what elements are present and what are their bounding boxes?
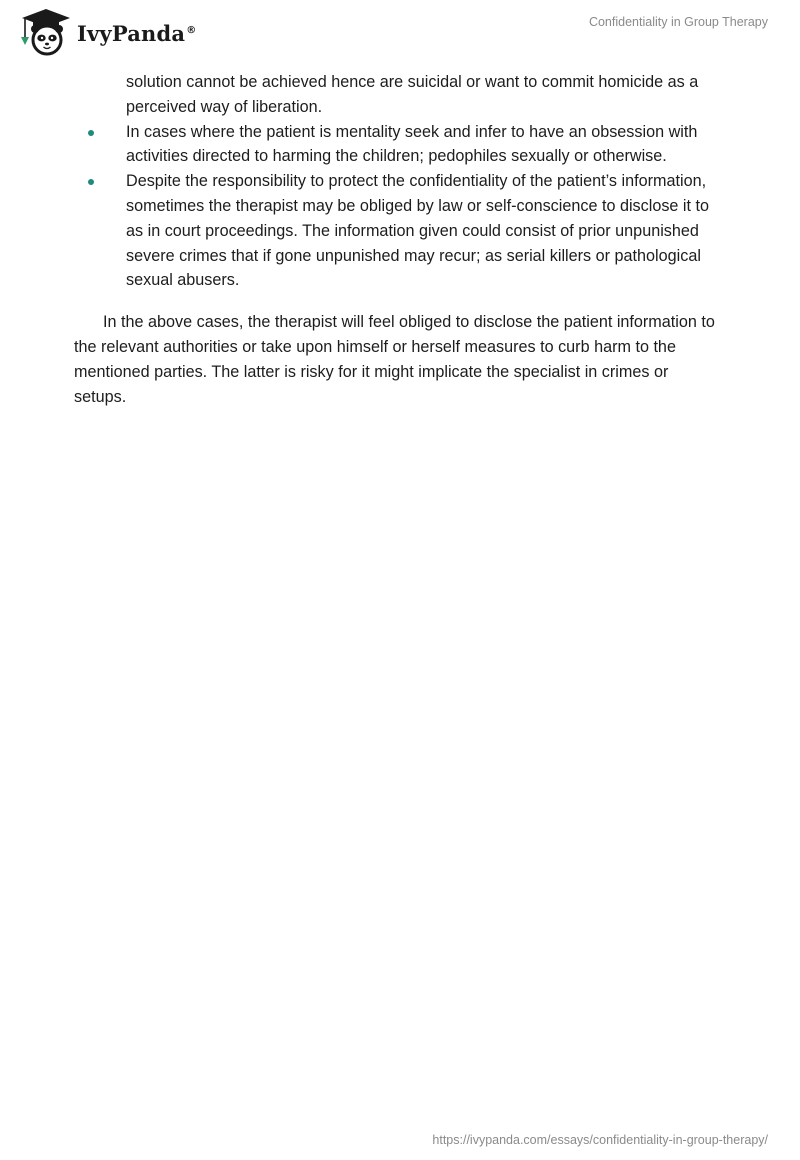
list-item-continued: solution cannot be achieved hence are suicidal or want to commit homicide as a perceived way of liberation.	[126, 73, 699, 116]
logo-wordmark: IvyPanda®	[77, 20, 197, 46]
body-paragraph: In the above cases, the therapist will feel obliged to disclose the patient information to the relevant authorities or take upon himself or herself measures to curb harm to the mentioned parties. The latter is risky for it might implicate the specialist in crimes or setups.	[74, 313, 715, 406]
bullet-icon	[88, 130, 94, 136]
panda-graduation-cap-icon	[16, 7, 76, 57]
page-header	[0, 0, 800, 64]
logo[interactable]	[16, 7, 196, 57]
list-item	[74, 169, 724, 293]
bullet-list	[74, 120, 724, 294]
registered-mark: ®	[186, 24, 197, 36]
running-title: Confidentiality in Group Therapy	[588, 15, 768, 29]
source-url-link[interactable]: https://ivypanda.com/essays/confidentiality-in-group-therapy/	[432, 1133, 768, 1147]
list-item-text: In cases where the patient is mentality seek and infer to have an obsession with activities directed to harming the children; pedophiles sexually or otherwise.	[126, 122, 698, 166]
bullet-icon	[88, 179, 94, 185]
document-body	[74, 70, 724, 409]
list-item	[74, 120, 724, 170]
list-item-text: Despite the responsibility to protect the confidentiality of the patient’s information, sometimes the therapist may be obliged by law or self-conscience to disclose it to as in court proceedings. The information given could consist of prior unpunished severe crimes that if gone unpunished may recur; as serial killers or pathological sexual abusers.	[126, 172, 710, 290]
